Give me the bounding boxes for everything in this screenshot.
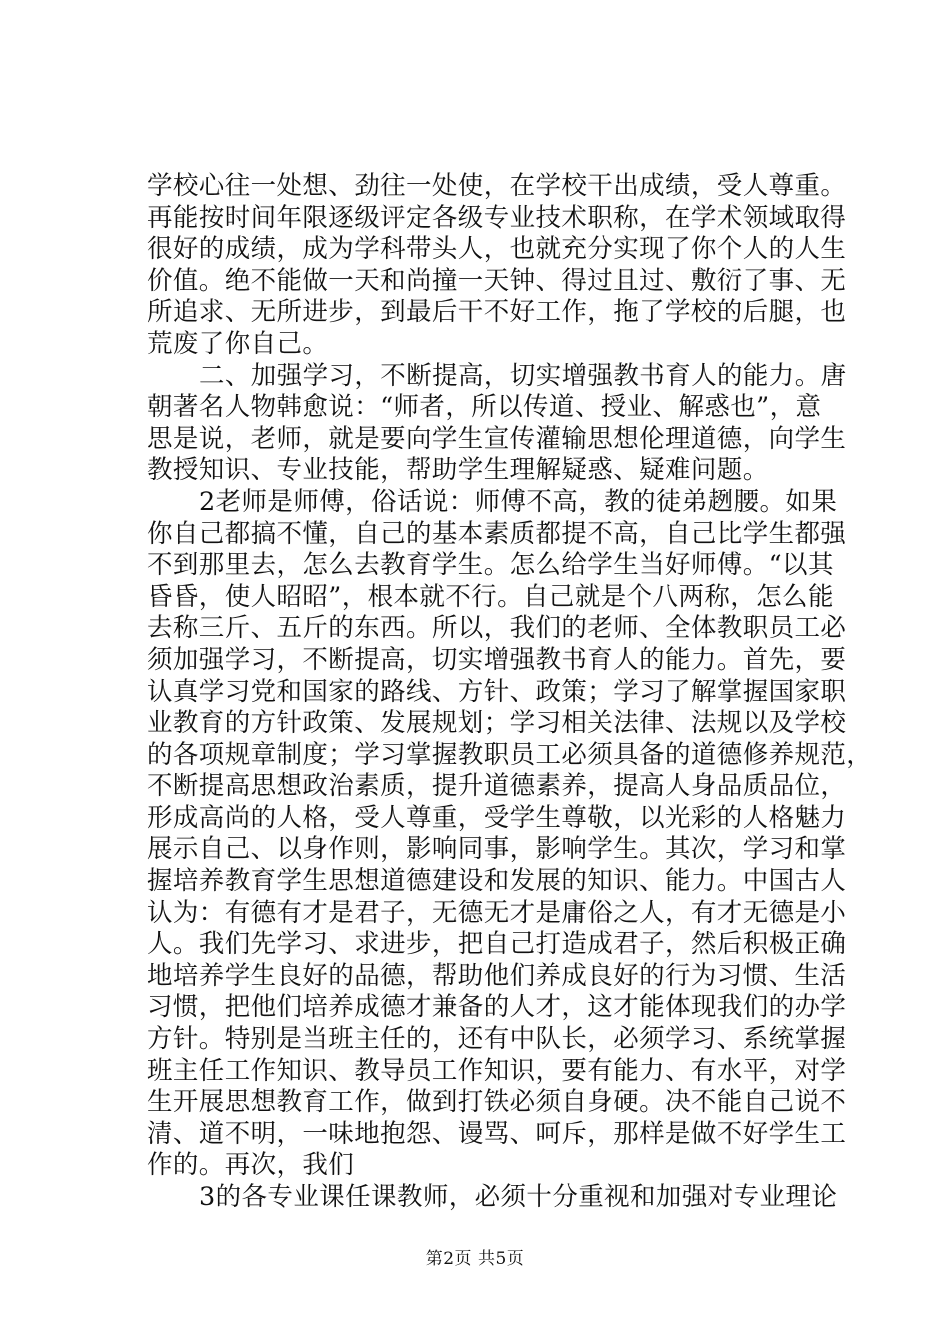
text-line: 地培养学生良好的品德，帮助他们养成良好的行为习惯、生活 xyxy=(147,960,847,991)
text-line: 认真学习党和国家的路线、方针、政策；学习了解掌握国家职 xyxy=(147,676,847,707)
text-line: 3的各专业课任课教师，必须十分重视和加强对专业理论 xyxy=(199,1182,838,1212)
text-line: 作的。再次，我们 xyxy=(147,1150,355,1181)
text-line: 握培养教育学生思想道德建设和发展的知识、能力。中国古人 xyxy=(147,866,847,897)
text-line: 所追求、无所进步，到最后干不好工作，拖了学校的后腿，也 xyxy=(147,297,847,328)
text-line: 教授知识、专业技能，帮助学生理解疑惑、疑难问题。 xyxy=(147,455,769,486)
text-line: 很好的成绩，成为学科带头人，也就充分实现了你个人的人生 xyxy=(147,234,847,265)
text-line: 再能按时间年限逐级评定各级专业技术职称，在学术领域取得 xyxy=(147,202,847,233)
text-line: 人。我们先学习、求进步，把自己打造成君子，然后积极正确 xyxy=(147,929,847,960)
text-line: 须加强学习，不断提高，切实增强教书育人的能力。首先，要 xyxy=(147,644,847,675)
text-line: 的各项规章制度；学习掌握教职员工必须具备的道德修养规范， xyxy=(147,739,873,770)
text-line: 2老师是师傅，俗话说：师傅不高，教的徒弟趔腰。如果 xyxy=(199,486,838,517)
text-line: 生开展思想教育工作，做到打铁必须自身硬。决不能自己说不 xyxy=(147,1087,847,1118)
text-line: 形成高尚的人格，受人尊重，受学生尊敬，以光彩的人格魅力 xyxy=(147,802,847,833)
text-line: 荒废了你自己。 xyxy=(147,328,329,359)
text-line: 二、加强学习，不断提高，切实增强教书育人的能力。唐 xyxy=(199,360,847,391)
text-line: 朝著名人物韩愈说：“师者，所以传道、授业、解惑也”，意 xyxy=(147,392,822,423)
text-line: 你自己都搞不懂，自己的基本素质都提不高，自己比学生都强 xyxy=(147,518,847,549)
text-line: 去称三斤、五斤的东西。所以，我们的老师、全体教职员工必 xyxy=(147,613,847,644)
body-text xyxy=(147,171,873,1214)
text-line: 不到那里去，怎么去教育学生。怎么给学生当好师傅。“以其 xyxy=(147,550,834,581)
text-line: 认为：有德有才是君子，无德无才是庸俗之人，有才无德是小 xyxy=(147,897,847,928)
text-line: 展示自己、以身作则，影响同事，影响学生。其次，学习和掌 xyxy=(147,834,847,865)
page-footer: 第2页 共5页 xyxy=(425,1249,525,1269)
text-line: 不断提高思想政治素质，提升道德素养，提高人身品质品位， xyxy=(147,771,847,802)
text-line: 清、道不明，一味地抱怨、谩骂、呵斥，那样是做不好学生工 xyxy=(147,1118,847,1149)
text-line: 价值。绝不能做一天和尚撞一天钟、得过且过、敷衍了事、无 xyxy=(147,265,847,296)
text-line: 业教育的方针政策、发展规划；学习相关法律、法规以及学校 xyxy=(147,708,847,739)
text-line: 习惯，把他们培养成德才兼备的人才，这才能体现我们的办学 xyxy=(147,992,847,1023)
text-line: 班主任工作知识、教导员工作知识，要有能力、有水平，对学 xyxy=(147,1055,847,1086)
text-line: 学校心往一处想、劲往一处使，在学校干出成绩，受人尊重。 xyxy=(147,171,847,201)
text-line: 方针。特别是当班主任的，还有中队长，必须学习、系统掌握 xyxy=(147,1024,847,1055)
text-line: 思是说，老师，就是要向学生宣传灌输思想伦理道德，向学生 xyxy=(147,423,847,454)
text-line: 昏昏，使人昭昭”，根本就不行。自己就是个八两称，怎么能 xyxy=(147,581,834,612)
